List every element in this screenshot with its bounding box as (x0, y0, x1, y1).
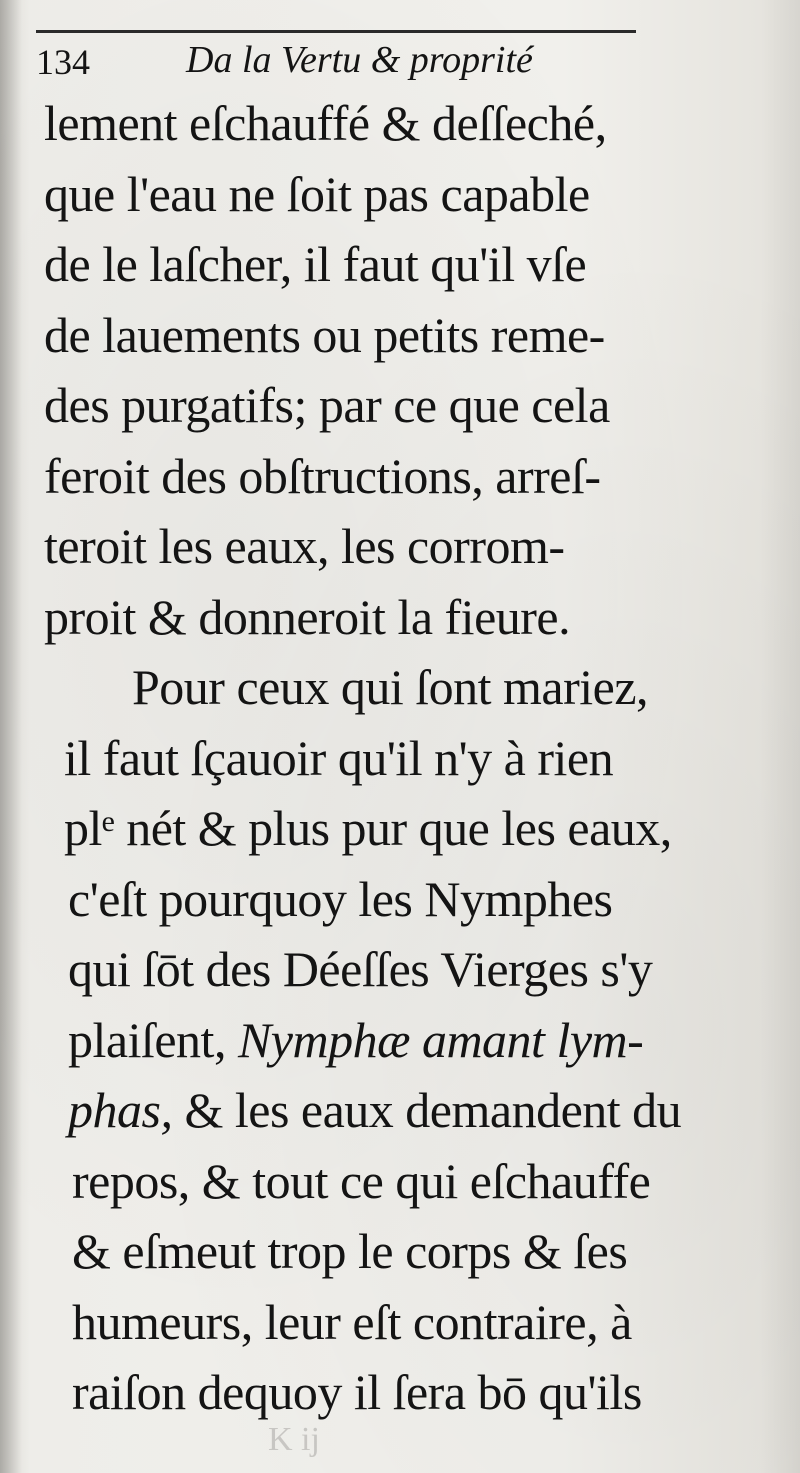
page-edge-shade (760, 0, 800, 1473)
body-text (44, 88, 764, 1428)
paragraph-start-line: Pour ceux qui ſont mariez, (132, 659, 649, 715)
text-line: c'eſt pourquoy les Nymphes (68, 870, 613, 927)
text-line: lement eſchauffé & deſſeché, (44, 95, 607, 151)
text-line: qui ſōt des Déeſſes Vierges s'y (68, 941, 653, 997)
text-line: humeurs, leur eſt contraire, à (72, 1293, 632, 1350)
latin-quote-end: phas, (68, 1082, 173, 1138)
text-roman: plaiſent, (68, 1011, 226, 1068)
text-line: de lauements ou petits reme- (44, 306, 605, 363)
text-line-mixed (44, 1075, 764, 1146)
text-line: teroit les eaux, les corrom- (44, 518, 565, 574)
text-line: des purgatifs; par ce que cela (44, 377, 610, 433)
text-line: que l'eau ne ſoit pas capable (44, 165, 590, 222)
text-line-mixed (44, 1005, 764, 1076)
text-line: de le laſcher, il faut qu'il vſe (44, 236, 587, 292)
text-line: feroit des obſtructions, arreſ- (44, 447, 601, 504)
text-line: raiſon dequoy il ſera bō qu'ils (72, 1364, 642, 1420)
bleed-through-signature: K ij (268, 1421, 320, 1458)
running-title: Da la Vertu & proprité (186, 39, 533, 81)
text-line: plᵉ nét & plus pur que les eaux, (64, 800, 672, 856)
text-roman: & les eaux demandent du (184, 1082, 682, 1138)
page-header (36, 30, 656, 90)
text-line: il faut ſçauoir qu'il n'y à rien (64, 729, 614, 786)
text-line: proit & donneroit la fieure. (44, 588, 571, 645)
text-line: repos, & tout ce qui eſchauffe (72, 1152, 651, 1209)
text-line: & eſmeut trop le corps & ſes (72, 1223, 628, 1279)
page-number: 134 (36, 42, 90, 82)
gutter-shadow (0, 0, 22, 1473)
latin-quote: Nymphæ amant lym- (237, 1011, 644, 1068)
